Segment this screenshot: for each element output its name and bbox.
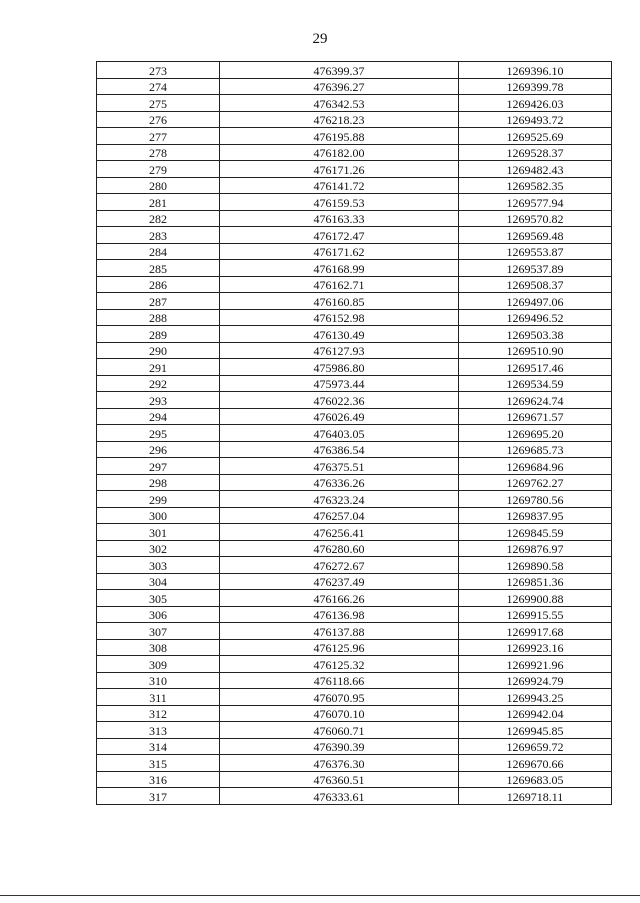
table-row	[97, 78, 612, 95]
table-row	[97, 243, 612, 260]
x-coordinate-cell: 476342.53	[220, 95, 459, 112]
x-coordinate-cell: 476171.62	[220, 243, 459, 260]
coordinates-table-body	[97, 62, 612, 805]
table-row	[97, 474, 612, 491]
x-coordinate-cell: 476060.71	[220, 722, 459, 739]
y-coordinate-cell: 1269762.27	[459, 474, 612, 491]
x-coordinate-cell: 476168.99	[220, 260, 459, 277]
point-number-cell: 303	[97, 557, 220, 574]
table-row	[97, 95, 612, 112]
point-number-cell: 276	[97, 111, 220, 128]
y-coordinate-cell: 1269917.68	[459, 623, 612, 640]
table-row	[97, 276, 612, 293]
point-number-cell: 291	[97, 359, 220, 376]
point-number-cell: 299	[97, 491, 220, 508]
y-coordinate-cell: 1269837.95	[459, 507, 612, 524]
y-coordinate-cell: 1269534.59	[459, 375, 612, 392]
x-coordinate-cell: 476141.72	[220, 177, 459, 194]
point-number-cell: 313	[97, 722, 220, 739]
x-coordinate-cell: 476257.04	[220, 507, 459, 524]
table-row	[97, 441, 612, 458]
point-number-cell: 306	[97, 606, 220, 623]
point-number-cell: 293	[97, 392, 220, 409]
point-number-cell: 310	[97, 672, 220, 689]
x-coordinate-cell: 476070.10	[220, 705, 459, 722]
y-coordinate-cell: 1269496.52	[459, 309, 612, 326]
table-row	[97, 755, 612, 772]
point-number-cell: 309	[97, 656, 220, 673]
y-coordinate-cell: 1269945.85	[459, 722, 612, 739]
x-coordinate-cell: 476376.30	[220, 755, 459, 772]
x-coordinate-cell: 476195.88	[220, 128, 459, 145]
point-number-cell: 275	[97, 95, 220, 112]
point-number-cell: 287	[97, 293, 220, 310]
x-coordinate-cell: 476026.49	[220, 408, 459, 425]
point-number-cell: 274	[97, 78, 220, 95]
table-row	[97, 177, 612, 194]
point-number-cell: 304	[97, 573, 220, 590]
y-coordinate-cell: 1269510.90	[459, 342, 612, 359]
y-coordinate-cell: 1269426.03	[459, 95, 612, 112]
y-coordinate-cell: 1269943.25	[459, 689, 612, 706]
y-coordinate-cell: 1269915.55	[459, 606, 612, 623]
point-number-cell: 289	[97, 326, 220, 343]
table-row	[97, 573, 612, 590]
table-row	[97, 788, 612, 805]
point-number-cell: 315	[97, 755, 220, 772]
bottom-divider	[0, 895, 640, 896]
x-coordinate-cell: 476152.98	[220, 309, 459, 326]
x-coordinate-cell: 476130.49	[220, 326, 459, 343]
table-row	[97, 524, 612, 541]
y-coordinate-cell: 1269396.10	[459, 62, 612, 79]
point-number-cell: 285	[97, 260, 220, 277]
x-coordinate-cell: 476022.36	[220, 392, 459, 409]
point-number-cell: 317	[97, 788, 220, 805]
table-row	[97, 590, 612, 607]
y-coordinate-cell: 1269577.94	[459, 194, 612, 211]
x-coordinate-cell: 476386.54	[220, 441, 459, 458]
x-coordinate-cell: 476118.66	[220, 672, 459, 689]
y-coordinate-cell: 1269942.04	[459, 705, 612, 722]
x-coordinate-cell: 476256.41	[220, 524, 459, 541]
x-coordinate-cell: 476399.37	[220, 62, 459, 79]
table-row	[97, 623, 612, 640]
page-number: 29	[312, 31, 328, 47]
x-coordinate-cell: 476390.39	[220, 738, 459, 755]
x-coordinate-cell: 476159.53	[220, 194, 459, 211]
x-coordinate-cell: 476360.51	[220, 771, 459, 788]
y-coordinate-cell: 1269493.72	[459, 111, 612, 128]
point-number-cell: 294	[97, 408, 220, 425]
point-number-cell: 297	[97, 458, 220, 475]
x-coordinate-cell: 476166.26	[220, 590, 459, 607]
x-coordinate-cell: 476396.27	[220, 78, 459, 95]
y-coordinate-cell: 1269624.74	[459, 392, 612, 409]
point-number-cell: 311	[97, 689, 220, 706]
y-coordinate-cell: 1269695.20	[459, 425, 612, 442]
y-coordinate-cell: 1269570.82	[459, 210, 612, 227]
y-coordinate-cell: 1269683.05	[459, 771, 612, 788]
table-row	[97, 342, 612, 359]
y-coordinate-cell: 1269508.37	[459, 276, 612, 293]
table-row	[97, 227, 612, 244]
y-coordinate-cell: 1269780.56	[459, 491, 612, 508]
point-number-cell: 314	[97, 738, 220, 755]
point-number-cell: 282	[97, 210, 220, 227]
table-row	[97, 722, 612, 739]
point-number-cell: 300	[97, 507, 220, 524]
x-coordinate-cell: 476237.49	[220, 573, 459, 590]
point-number-cell: 283	[97, 227, 220, 244]
x-coordinate-cell: 475973.44	[220, 375, 459, 392]
x-coordinate-cell: 476172.47	[220, 227, 459, 244]
y-coordinate-cell: 1269537.89	[459, 260, 612, 277]
table-row	[97, 293, 612, 310]
table-row	[97, 161, 612, 178]
x-coordinate-cell: 476375.51	[220, 458, 459, 475]
table-row	[97, 672, 612, 689]
table-row	[97, 606, 612, 623]
point-number-cell: 308	[97, 639, 220, 656]
x-coordinate-cell: 476125.32	[220, 656, 459, 673]
y-coordinate-cell: 1269851.36	[459, 573, 612, 590]
x-coordinate-cell: 476136.98	[220, 606, 459, 623]
point-number-cell: 301	[97, 524, 220, 541]
y-coordinate-cell: 1269685.73	[459, 441, 612, 458]
point-number-cell: 292	[97, 375, 220, 392]
y-coordinate-cell: 1269553.87	[459, 243, 612, 260]
table-row	[97, 738, 612, 755]
y-coordinate-cell: 1269684.96	[459, 458, 612, 475]
y-coordinate-cell: 1269497.06	[459, 293, 612, 310]
point-number-cell: 278	[97, 144, 220, 161]
y-coordinate-cell: 1269921.96	[459, 656, 612, 673]
table-row	[97, 408, 612, 425]
table-row	[97, 144, 612, 161]
y-coordinate-cell: 1269890.58	[459, 557, 612, 574]
table-row	[97, 375, 612, 392]
table-row	[97, 359, 612, 376]
y-coordinate-cell: 1269718.11	[459, 788, 612, 805]
y-coordinate-cell: 1269670.66	[459, 755, 612, 772]
point-number-cell: 307	[97, 623, 220, 640]
table-row	[97, 260, 612, 277]
table-row	[97, 639, 612, 656]
x-coordinate-cell: 475986.80	[220, 359, 459, 376]
table-row	[97, 111, 612, 128]
y-coordinate-cell: 1269399.78	[459, 78, 612, 95]
point-number-cell: 279	[97, 161, 220, 178]
x-coordinate-cell: 476333.61	[220, 788, 459, 805]
point-number-cell: 288	[97, 309, 220, 326]
y-coordinate-cell: 1269525.69	[459, 128, 612, 145]
y-coordinate-cell: 1269569.48	[459, 227, 612, 244]
x-coordinate-cell: 476127.93	[220, 342, 459, 359]
point-number-cell: 295	[97, 425, 220, 442]
point-number-cell: 296	[97, 441, 220, 458]
x-coordinate-cell: 476162.71	[220, 276, 459, 293]
x-coordinate-cell: 476137.88	[220, 623, 459, 640]
point-number-cell: 277	[97, 128, 220, 145]
table-row	[97, 309, 612, 326]
y-coordinate-cell: 1269876.97	[459, 540, 612, 557]
x-coordinate-cell: 476218.23	[220, 111, 459, 128]
table-row	[97, 425, 612, 442]
y-coordinate-cell: 1269659.72	[459, 738, 612, 755]
y-coordinate-cell: 1269482.43	[459, 161, 612, 178]
point-number-cell: 284	[97, 243, 220, 260]
point-number-cell: 316	[97, 771, 220, 788]
point-number-cell: 290	[97, 342, 220, 359]
table-row	[97, 771, 612, 788]
table-row	[97, 128, 612, 145]
table-row	[97, 62, 612, 79]
x-coordinate-cell: 476160.85	[220, 293, 459, 310]
y-coordinate-cell: 1269503.38	[459, 326, 612, 343]
table-row	[97, 392, 612, 409]
point-number-cell: 302	[97, 540, 220, 557]
table-row	[97, 326, 612, 343]
table-row	[97, 689, 612, 706]
x-coordinate-cell: 476171.26	[220, 161, 459, 178]
point-number-cell: 273	[97, 62, 220, 79]
table-row	[97, 557, 612, 574]
table-row	[97, 656, 612, 673]
x-coordinate-cell: 476403.05	[220, 425, 459, 442]
x-coordinate-cell: 476280.60	[220, 540, 459, 557]
x-coordinate-cell: 476272.67	[220, 557, 459, 574]
point-number-cell: 298	[97, 474, 220, 491]
point-number-cell: 280	[97, 177, 220, 194]
y-coordinate-cell: 1269900.88	[459, 590, 612, 607]
point-number-cell: 305	[97, 590, 220, 607]
x-coordinate-cell: 476125.96	[220, 639, 459, 656]
y-coordinate-cell: 1269528.37	[459, 144, 612, 161]
table-row	[97, 458, 612, 475]
y-coordinate-cell: 1269582.35	[459, 177, 612, 194]
point-number-cell: 281	[97, 194, 220, 211]
table-row	[97, 210, 612, 227]
table-row	[97, 194, 612, 211]
table-row	[97, 705, 612, 722]
point-number-cell: 286	[97, 276, 220, 293]
x-coordinate-cell: 476336.26	[220, 474, 459, 491]
y-coordinate-cell: 1269923.16	[459, 639, 612, 656]
table-row	[97, 540, 612, 557]
coordinates-table	[96, 61, 612, 805]
y-coordinate-cell: 1269671.57	[459, 408, 612, 425]
table-row	[97, 507, 612, 524]
x-coordinate-cell: 476163.33	[220, 210, 459, 227]
x-coordinate-cell: 476182.00	[220, 144, 459, 161]
y-coordinate-cell: 1269924.79	[459, 672, 612, 689]
table-row	[97, 491, 612, 508]
point-number-cell: 312	[97, 705, 220, 722]
x-coordinate-cell: 476070.95	[220, 689, 459, 706]
x-coordinate-cell: 476323.24	[220, 491, 459, 508]
y-coordinate-cell: 1269845.59	[459, 524, 612, 541]
y-coordinate-cell: 1269517.46	[459, 359, 612, 376]
